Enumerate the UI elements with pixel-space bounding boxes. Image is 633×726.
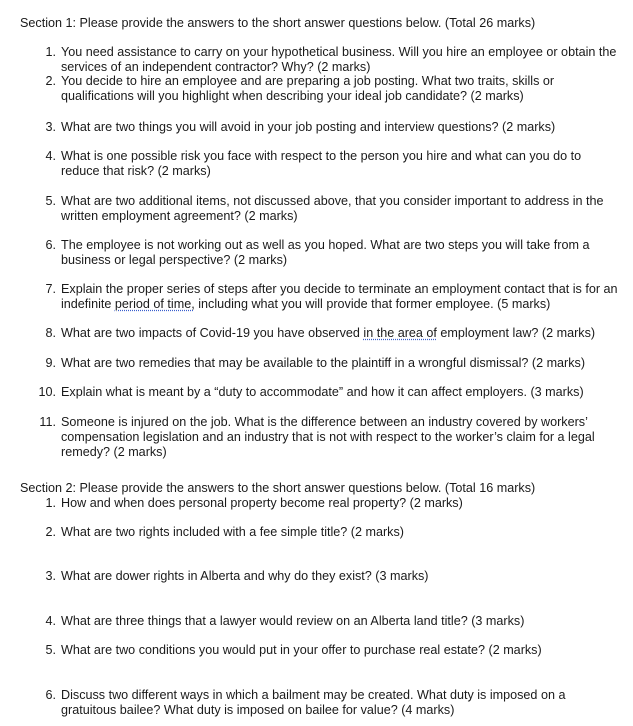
- question-number: 11.: [39, 415, 56, 429]
- question-number: 3.: [45, 120, 56, 134]
- question-number: 9.: [45, 356, 56, 370]
- question-number: 10.: [38, 385, 56, 399]
- s1-question-5: [36, 194, 618, 224]
- question-text-part: including what you will provide that former employee. (5 marks): [194, 297, 551, 311]
- s1-question-10: [36, 385, 618, 400]
- question-number: 8.: [45, 326, 56, 340]
- grammar-flagged-text: in the area of: [363, 326, 437, 340]
- question-text: Explain what is meant by a “duty to accommodate” and how it can affect employers. (3 marks): [61, 385, 584, 399]
- question-number: 5.: [45, 643, 56, 657]
- s1-question-3: [36, 120, 618, 135]
- grammar-flagged-text: period of time,: [114, 297, 195, 311]
- question-text: Discuss two different ways in which a bailment may be created. What duty is imposed on a gratuitous bailee? What duty is imposed on bailee for value? (4 marks): [61, 688, 566, 717]
- question-text: [61, 282, 618, 312]
- question-text: What are two rights included with a fee simple title? (2 marks): [61, 525, 404, 539]
- question-text: What are three things that a lawyer would review on an Alberta land title? (3 marks): [61, 614, 525, 628]
- s2-question-2: [36, 525, 618, 540]
- question-text-part: Explain the proper series of steps after you decide to terminate an employment contact that is for an indefinite: [61, 282, 618, 311]
- s2-question-3: [36, 569, 618, 584]
- s2-question-4: [36, 614, 618, 629]
- question-text-part: What are two impacts of Covid-19 you have observed: [61, 326, 364, 340]
- s1-question-2: [36, 74, 618, 104]
- question-number: 4.: [45, 614, 56, 628]
- s2-question-5: [36, 643, 618, 658]
- question-text: How and when does personal property become real property? (2 marks): [61, 496, 463, 510]
- question-text: What are two additional items, not discussed above, that you consider important to address in the written employment agreement? (2 marks): [61, 194, 604, 223]
- question-number: 6.: [45, 238, 56, 252]
- question-text: What are two conditions you would put in your offer to purchase real estate? (2 marks): [61, 643, 542, 657]
- question-number: 2.: [45, 74, 56, 88]
- question-text: What is one possible risk you face with respect to the person you hire and what can you do to reduce that risk? (2 marks): [61, 149, 582, 178]
- question-number: 4.: [45, 149, 56, 163]
- question-text: Someone is injured on the job. What is the difference between an industry covered by workers’ compensation legislation and an industry that is not with respect to the worker’s claim for a legal remedy? (2 marks): [61, 415, 595, 459]
- s1-question-7: [36, 282, 618, 312]
- question-text: You decide to hire an employee and are preparing a job posting. What two traits, skills or qualifications will you highlight when describing your ideal job candidate? (2 marks): [61, 74, 555, 103]
- section-1-heading: Section 1: Please provide the answers to the short answer questions below. (Total 26 marks): [20, 16, 536, 30]
- s1-question-8: [36, 326, 618, 341]
- question-number: 6.: [45, 688, 56, 702]
- s1-question-11: [36, 415, 618, 460]
- section-2-heading: Section 2: Please provide the answers to the short answer questions below. (Total 16 marks): [20, 481, 536, 495]
- question-text: You need assistance to carry on your hypothetical business. Will you hire an employee or obtain the services of an independent contractor? Why? (2 marks): [61, 45, 617, 74]
- question-number: 1.: [45, 496, 56, 510]
- question-number: 1.: [45, 45, 56, 59]
- s1-question-6: [36, 238, 618, 268]
- question-text: What are dower rights in Alberta and why do they exist? (3 marks): [61, 569, 429, 583]
- s1-question-9: [36, 356, 618, 371]
- s2-question-1: [36, 496, 618, 511]
- question-number: 5.: [45, 194, 56, 208]
- s1-question-4: [36, 149, 618, 179]
- question-text: What are two things you will avoid in your job posting and interview questions? (2 marks): [61, 120, 556, 134]
- question-text-part: employment law? (2 marks): [436, 326, 596, 340]
- question-text: [61, 326, 618, 341]
- question-number: 3.: [45, 569, 56, 583]
- s2-question-6: [36, 688, 618, 718]
- question-number: 2.: [45, 525, 56, 539]
- s1-question-1: [36, 45, 618, 75]
- question-text: What are two remedies that may be available to the plaintiff in a wrongful dismissal? (2 marks): [61, 356, 586, 370]
- question-number: 7.: [45, 282, 56, 296]
- question-text: The employee is not working out as well as you hoped. What are two steps you will take from a business or legal perspective? (2 marks): [61, 238, 590, 267]
